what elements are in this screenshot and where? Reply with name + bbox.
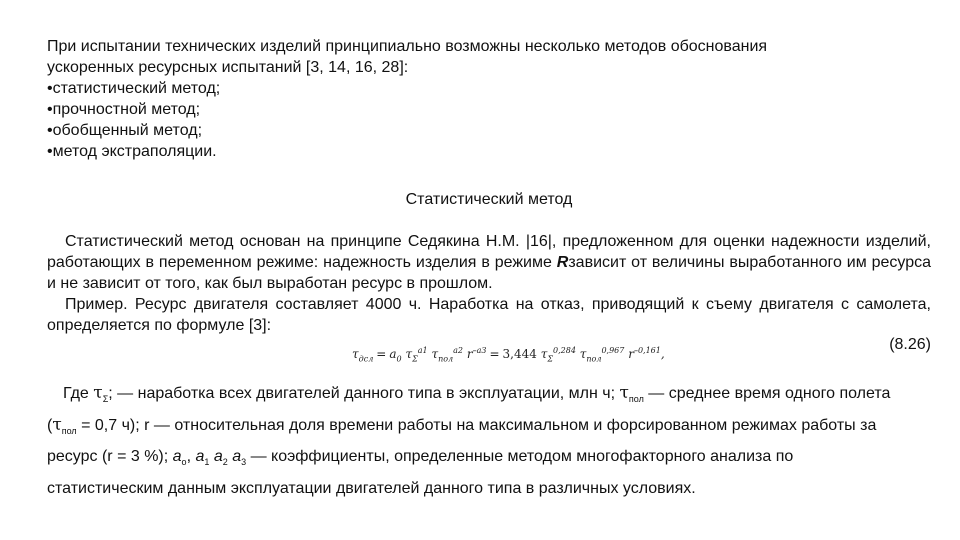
list-item: • статистический метод; <box>47 78 931 99</box>
list-item: • обобщенный метод; <box>47 120 931 141</box>
document-page <box>47 36 931 502</box>
paragraph-text: Статистический метод основан на принципе Седякина Н.М. |16|, предложенном для оценки надежности изделий, работающих в переменном режиме: надежность изделия в режиме <box>47 233 931 271</box>
formula-row <box>47 338 931 368</box>
intro-line-1: При испытании технических изделий принципиально возможны несколько методов обоснования <box>47 38 768 55</box>
paragraph-text: зависит от величины выработанного им ресурса и не зависит от того, как был выработан ресурс в прошлом. <box>47 254 932 292</box>
intro-text <box>47 36 931 78</box>
list-item: • прочностной метод; <box>47 99 931 120</box>
section-heading: Статистический метод <box>405 191 573 208</box>
methods-list <box>47 78 931 162</box>
where-explanation: Где $\tau_\Sigma$; — наработка всех двигателей данного типа в эксплуатации, млн ч; $\tau_{пол}$ — среднее время одного полета ($\tau_{пол} = 0,7$ ч); r — относительная доля времени работы на максимальном и форсированном режимах работы за ресурс (r = 3 %); $a_о$, $a_1$ $a_2$ $a_3$ — коэффициенты, определенные методом многофакторного анализа по статистическим данным эксплуатации двигателей данного типа в различных условиях. <box>47 383 891 497</box>
equation-number: (8.26) <box>889 336 931 353</box>
paragraph-example: Пример. Ресурс двигателя составляет 4000 ч. Наработка на отказ, приводящий к съему двигателя с самолета, определяется по формуле [3]: <box>47 296 931 334</box>
list-item: • метод экстраполяции. <box>47 141 931 162</box>
intro-line-2: ускоренных ресурсных испытаний [3, 14, 16, 28]: <box>47 59 409 76</box>
paragraph-statistical-method <box>47 231 931 294</box>
r-symbol: R <box>556 254 569 271</box>
formula: $\tau_{дсл} = a_0$ $\tau_\Sigma^{a1}$ $\tau_{пол}^{a2}$ $r^{-a3} = 3,444$ $\tau_\Sigma^{0,284}$ $\tau_{пол}^{0,967}$ $r^{-0,161}$, <box>352 346 665 364</box>
